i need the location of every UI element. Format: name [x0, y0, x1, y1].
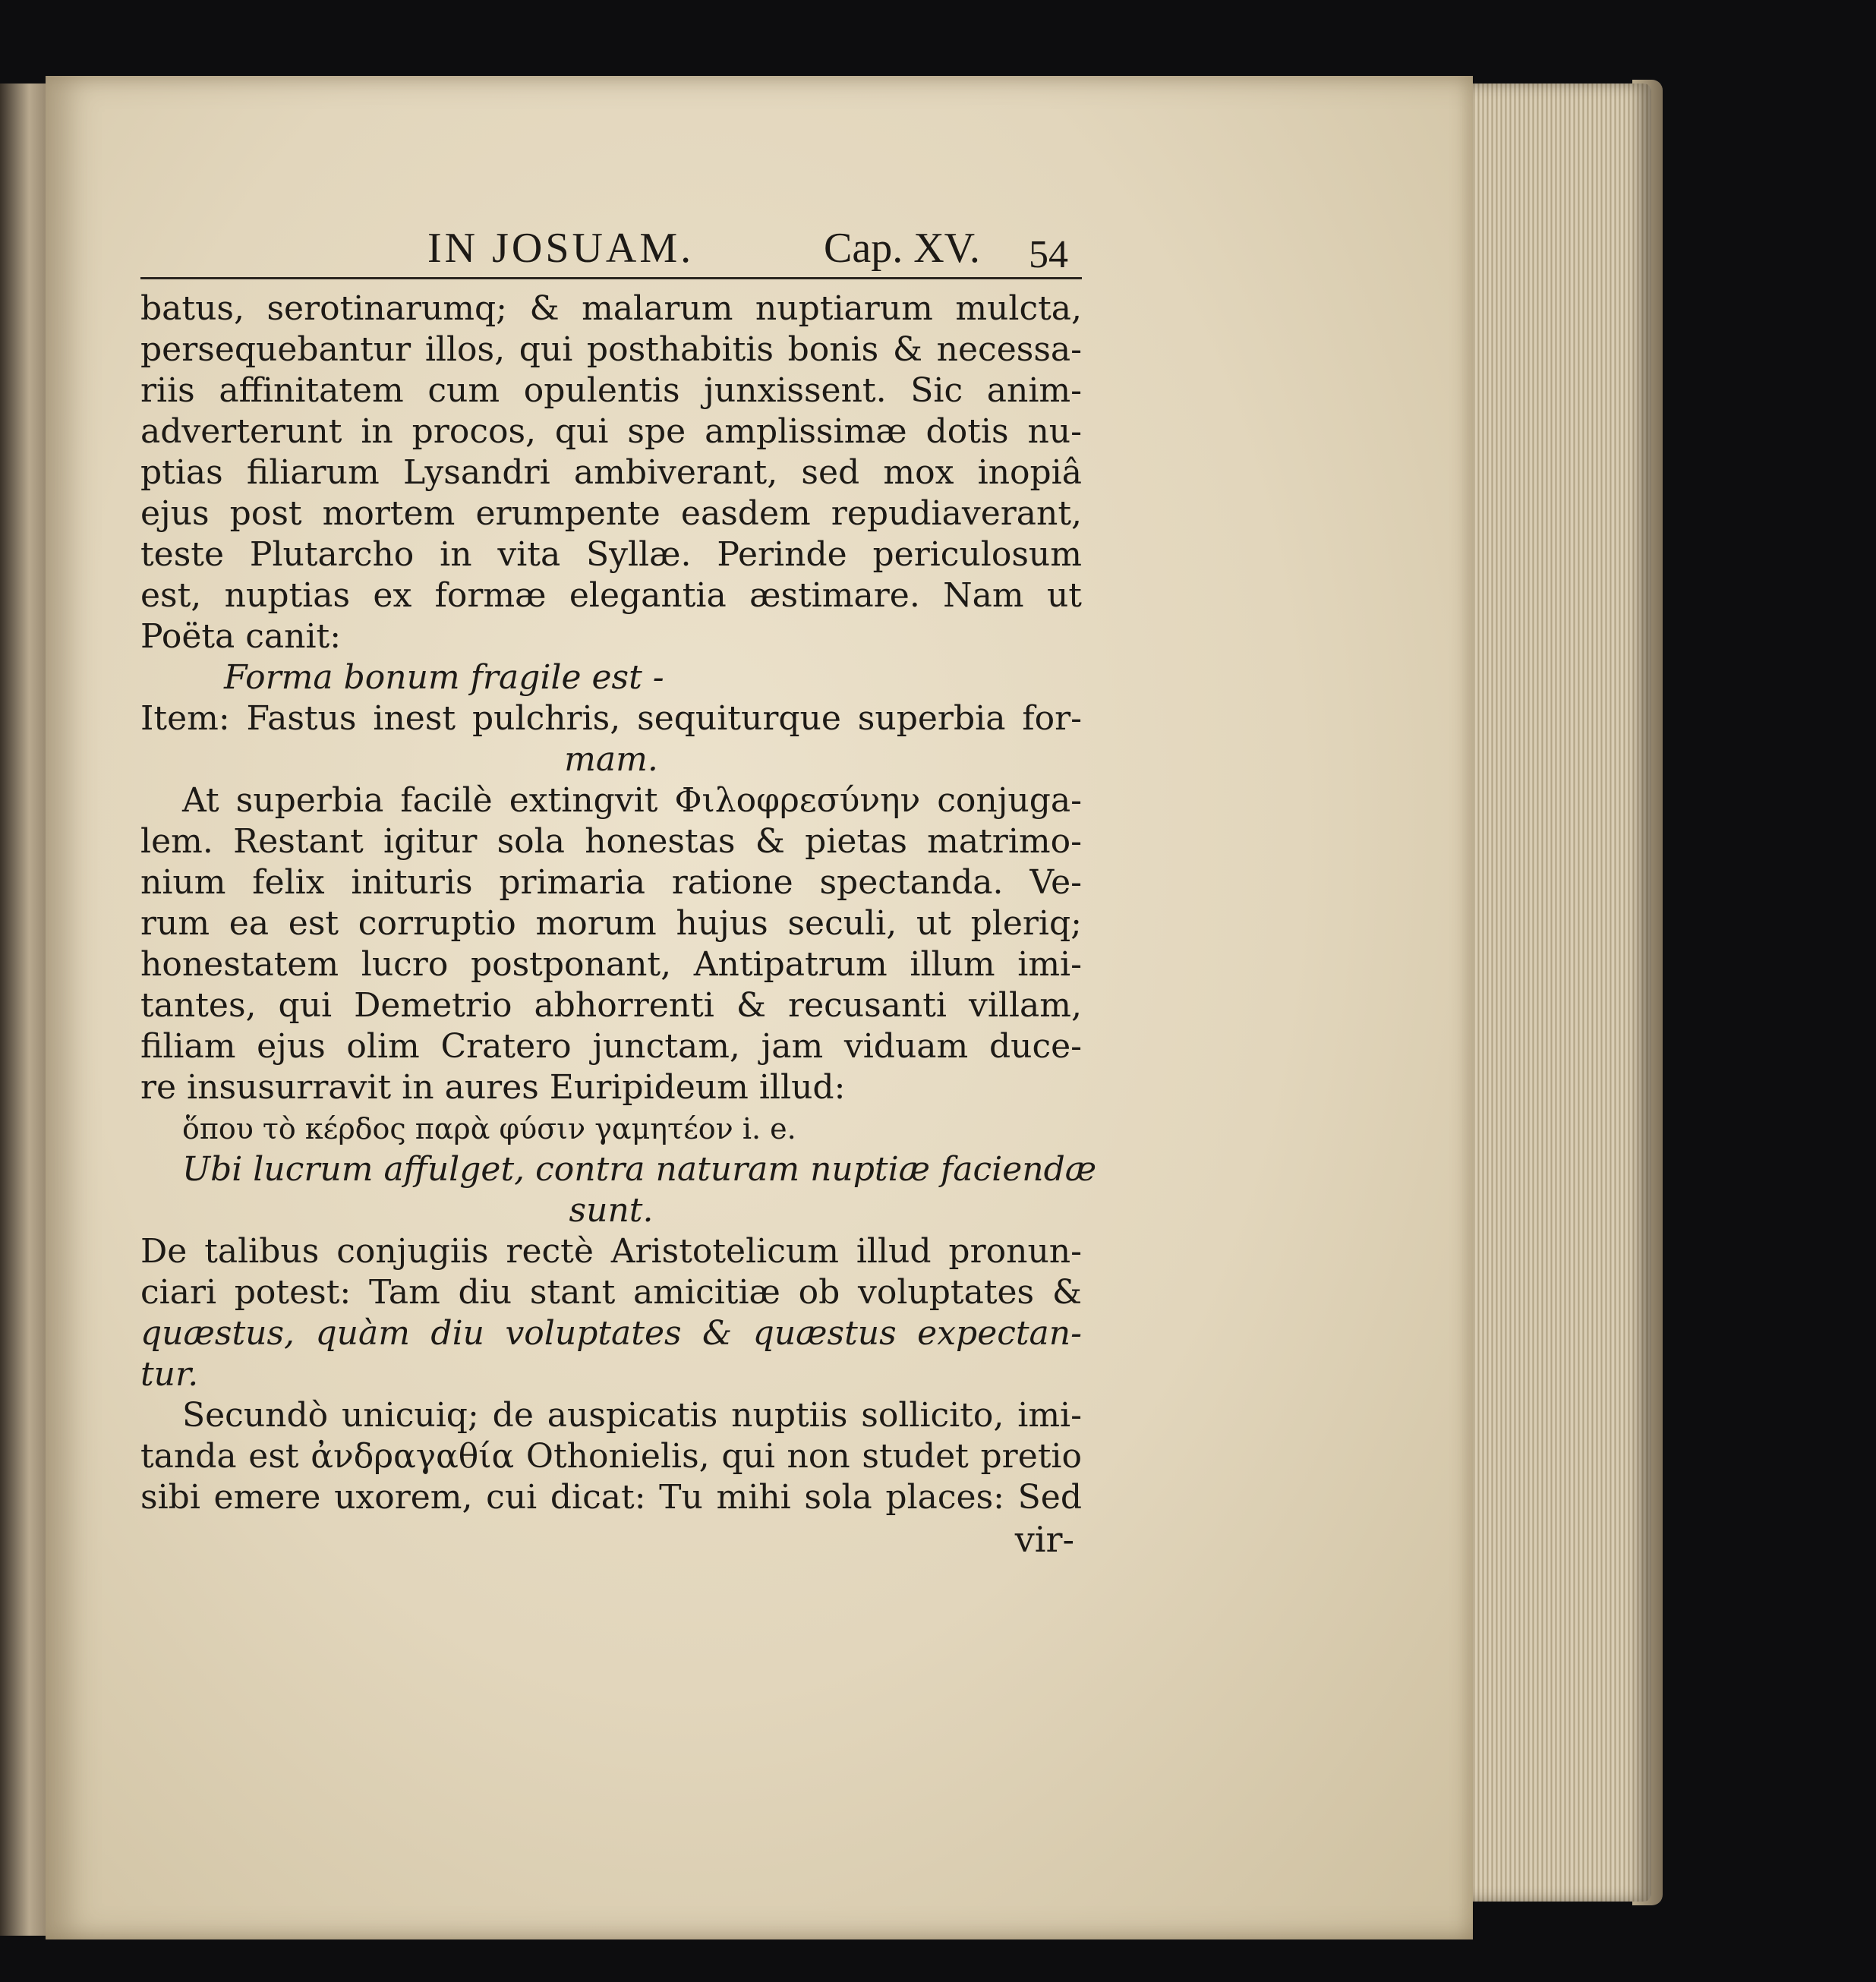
text-line: filiam ejus olim Cratero junctam, jam viduam duce- [140, 1027, 1082, 1066]
text-line: tur. [140, 1355, 199, 1394]
text-line: batus, serotinarumq; & malarum nuptiarum mulcta, [140, 289, 1082, 328]
text-line: est, nuptias ex formæ elegantia æstimare. Nam ut [140, 576, 1082, 615]
text-line: mam. [564, 740, 658, 779]
text-line: Ubi lucrum affulget, contra naturam nuptiæ faciendæ [182, 1150, 1097, 1189]
text-line: adverterunt in procos, qui spe amplissimæ dotis nu- [140, 412, 1082, 451]
text-line: Item: Fastus inest pulchris, sequiturque superbia for- [140, 699, 1082, 738]
text-line: sibi emere uxorem, cui dicat: Tu mihi sola places: Sed [140, 1478, 1082, 1517]
text-line: ptias filiarum Lysandri ambiverant, sed mox inopiâ [140, 453, 1082, 492]
greek-quote-line: ὅπου τὸ κέρδος παρὰ φύσιν γαμητέον i. e. [182, 1112, 796, 1145]
text-line: Secundò unicuiq; de auspicatis nuptiis sollicito, imi- [182, 1396, 1082, 1435]
text-line: re insusurravit in aures Euripideum illud: [140, 1068, 846, 1107]
running-title: IN JOSUAM. [427, 225, 695, 272]
page-stack-edge [1461, 84, 1651, 1902]
text-line: At superbia facilè extingvit Φιλοφρεσύνην conjuga- [182, 781, 1082, 820]
text-line: honestatem lucro postponant, Antipatrum illum imi- [140, 945, 1082, 984]
text-line: quæstus, quàm diu voluptates & quæstus expectan- [140, 1314, 1082, 1353]
text-line: ciari potest: Tam diu stant amicitiæ ob voluptates & [140, 1273, 1082, 1312]
verse-line: Forma bonum fragile est - [224, 658, 664, 697]
text-line: lem. Restant igitur sola honestas & pietas matrimo- [140, 822, 1082, 861]
text-line: nium felix inituris primaria ratione spectanda. Ve- [140, 863, 1082, 902]
text-line: tanda est ἀνδραγαθία Othonielis, qui non studet pretio [140, 1437, 1082, 1476]
text-line: rum ea est corruptio morum hujus seculi, ut pleriq; [140, 904, 1082, 943]
text-line: sunt. [569, 1191, 654, 1230]
catchword: vir- [1014, 1519, 1074, 1560]
text-line: De talibus conjugiis rectè Aristotelicum illud pronun- [140, 1232, 1082, 1271]
page-header [140, 220, 1082, 279]
text-block [140, 220, 1097, 1561]
text-line: Poëta canit: [140, 617, 342, 656]
text-line: tantes, qui Demetrio abhorrenti & recusanti villam, [140, 986, 1082, 1025]
text-line: persequebantur illos, qui posthabitis bonis & necessa- [140, 330, 1082, 369]
text-line: riis affinitatem cum opulentis junxissent. Sic anim- [140, 371, 1082, 410]
text-line: teste Plutarcho in vita Syllæ. Perinde periculosum [140, 535, 1082, 574]
chapter-label: Cap. XV. [824, 225, 980, 272]
page-number: 54 [1029, 233, 1068, 276]
text-line: ejus post mortem erumpente easdem repudiaverant, [140, 494, 1082, 533]
